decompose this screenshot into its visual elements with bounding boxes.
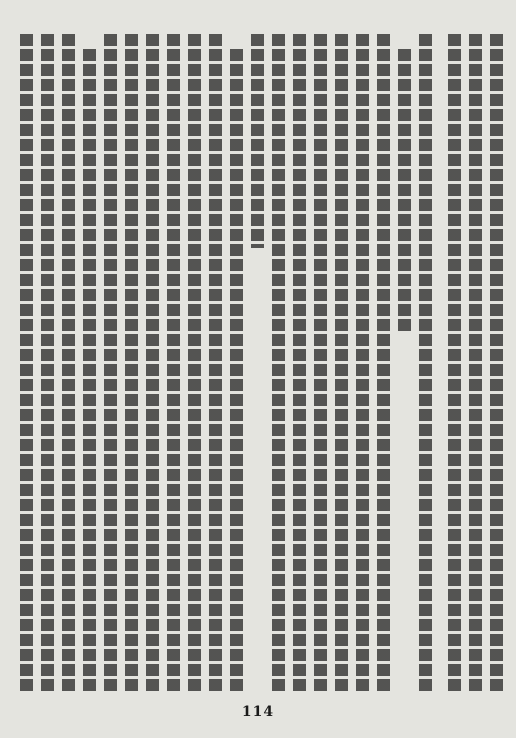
text-column [468,34,483,694]
text-column [334,34,349,694]
text-column [82,34,97,694]
text-column [397,34,412,694]
text-column [145,34,160,694]
text-column [292,34,307,694]
text-column [187,34,202,694]
text-column [124,34,139,694]
text-column [40,34,55,694]
text-column [229,34,244,694]
page-number: 114 [241,704,275,720]
text-column [19,34,34,694]
text-column [271,34,286,694]
text-column [376,34,391,694]
vertical-text-block [16,34,504,694]
text-column [489,34,504,694]
text-column [166,34,181,694]
text-column [418,34,433,694]
text-column [313,34,328,694]
text-column [103,34,118,694]
text-column [250,34,265,694]
text-column [208,34,223,694]
text-column [447,34,462,694]
text-column [61,34,76,694]
text-column [355,34,370,694]
